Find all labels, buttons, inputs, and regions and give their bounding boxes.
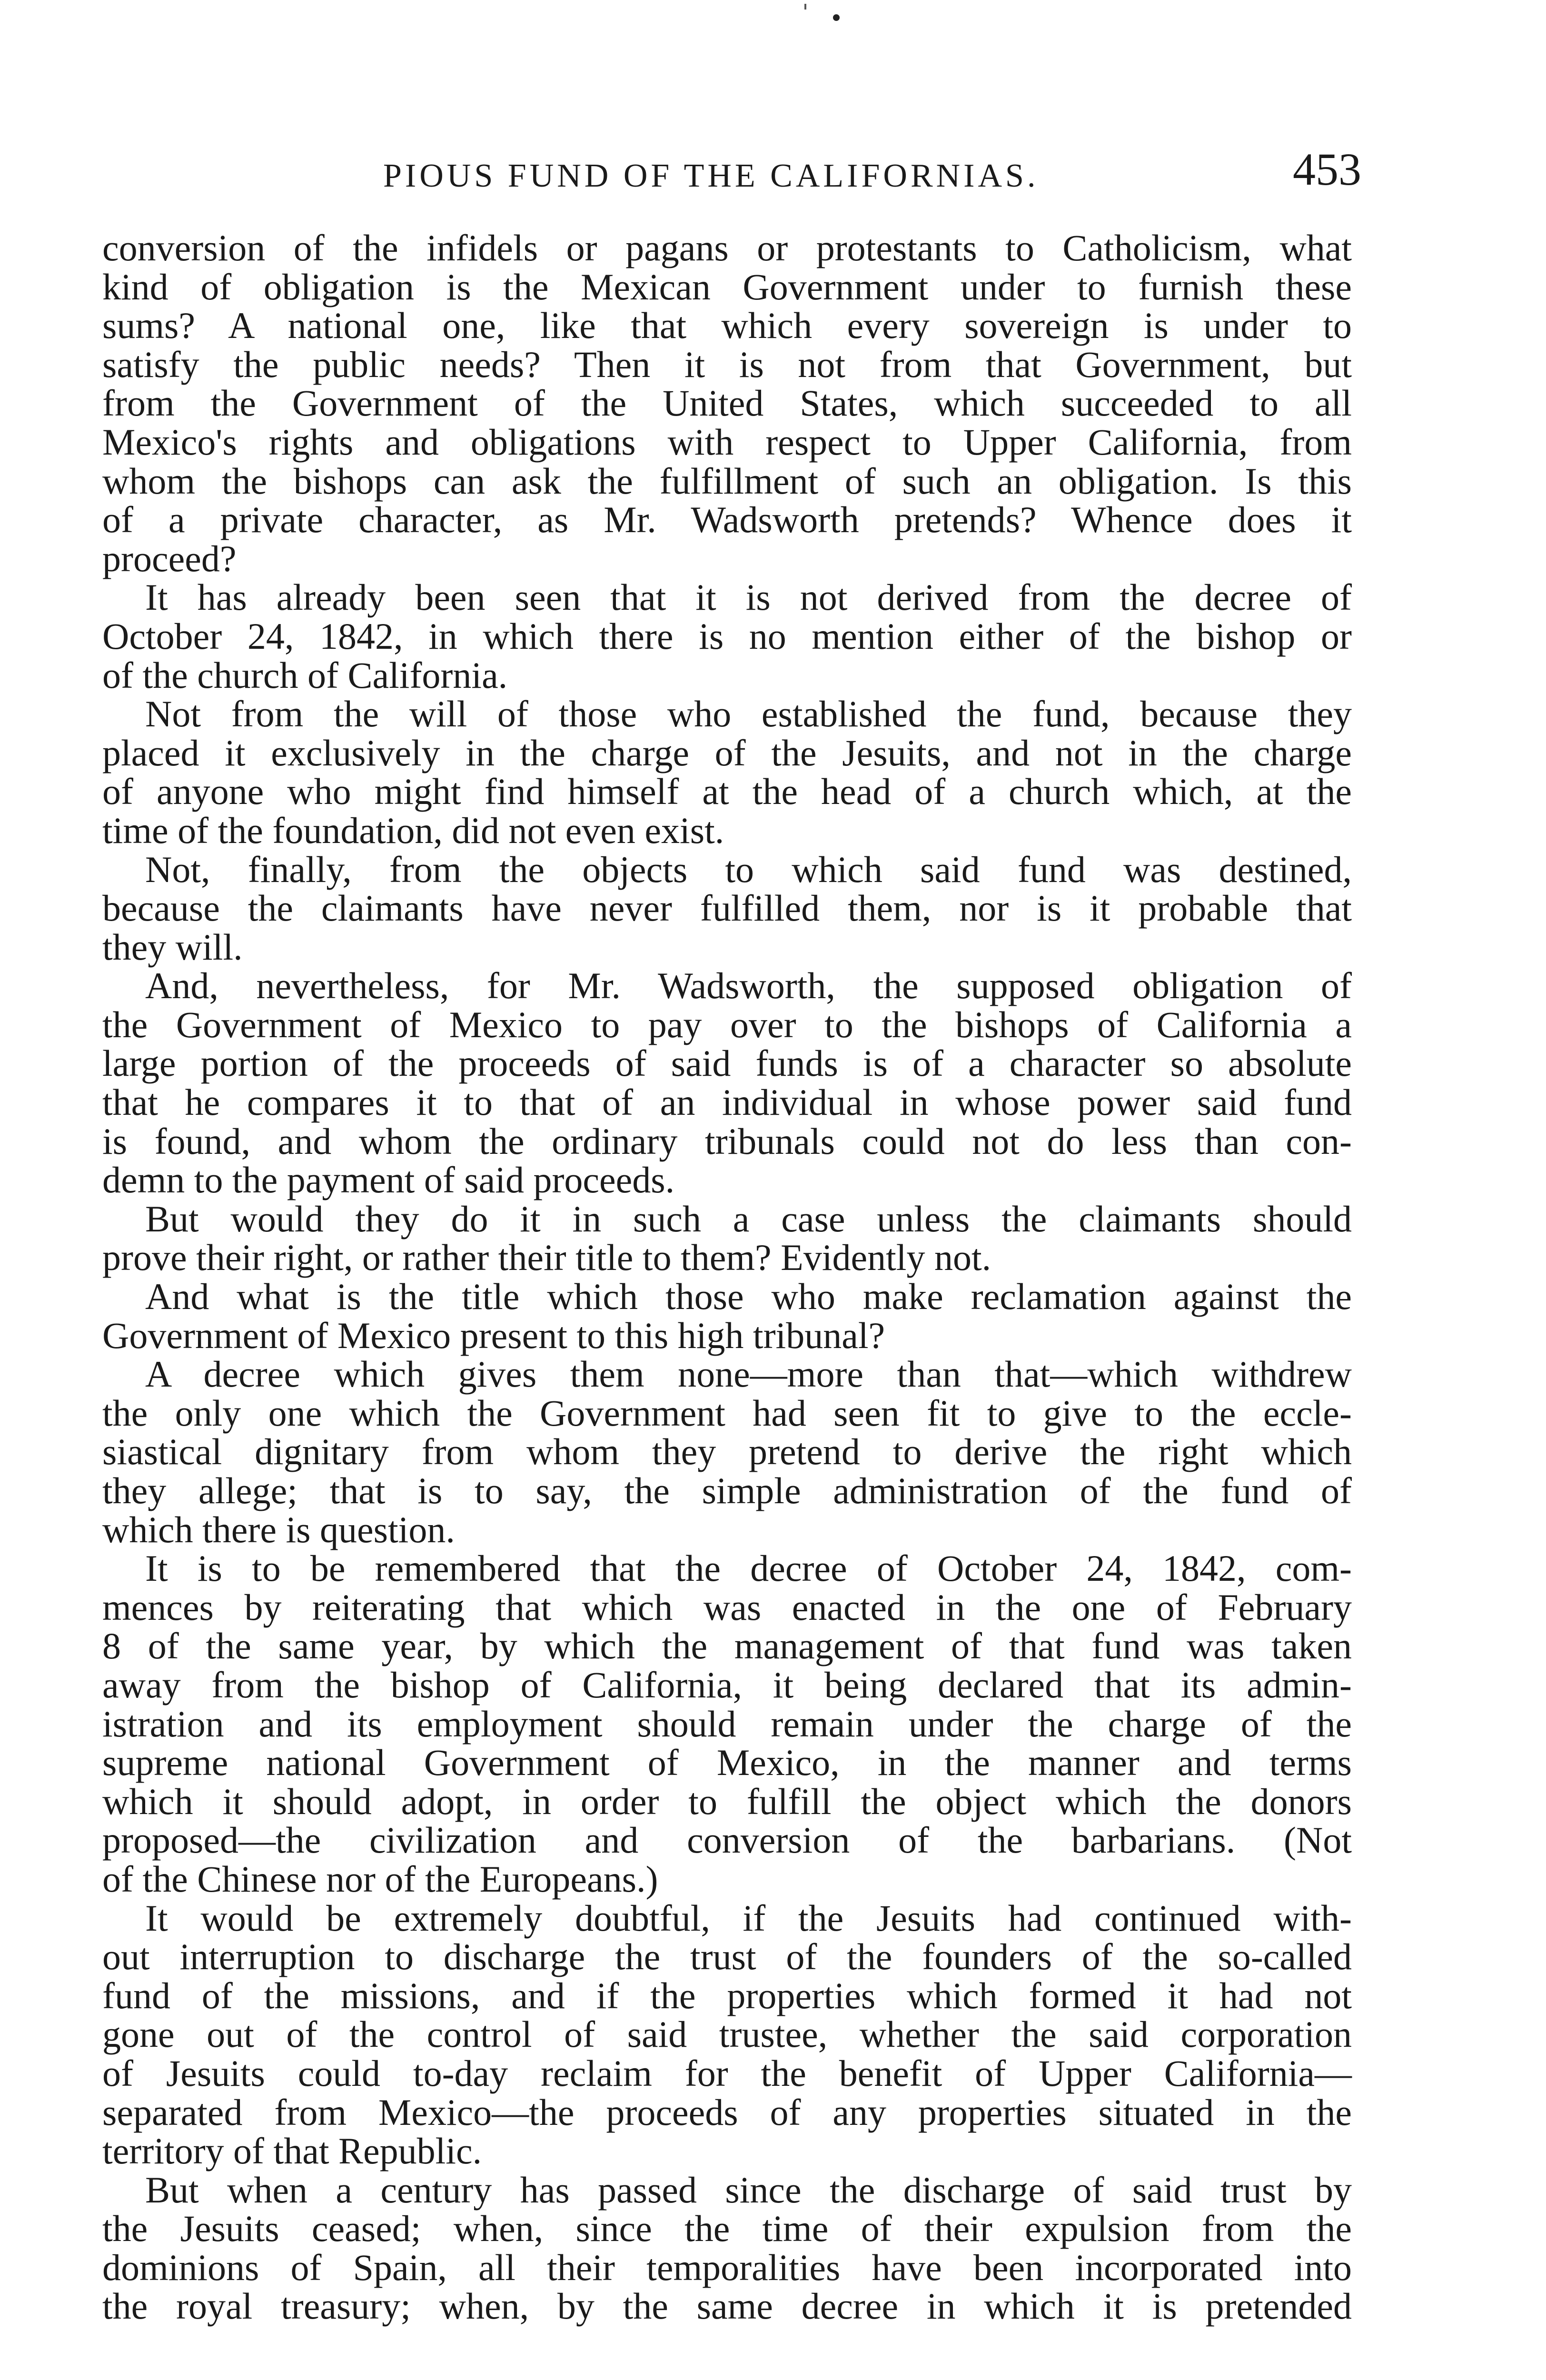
text-line: supreme national Government of Mexico, in the manner and terms [102,1742,1352,1784]
text-line: of Jesuits could to-day reclaim for the benefit of Upper California— [102,2052,1352,2094]
text-line: of the Chinese nor of the Europeans.) [102,1858,658,1900]
text-line: proposed—the civilization and conversion of the barbarians. (Not [102,1819,1352,1861]
text-line: A decree which gives them none—more than that—which withdrew [145,1353,1352,1395]
text-line: It has already been seen that it is not derived from the decree of [145,576,1352,618]
text-line: territory of that Republic. [102,2130,482,2172]
text-line: kind of obligation is the Mexican Government under to furnish these [102,266,1352,307]
text-line: the Government of Mexico to pay over to the bishops of California a [102,1003,1352,1045]
text-line: And, nevertheless, for Mr. Wadsworth, the supposed obligation of [145,965,1352,1007]
text-line: October 24, 1842, in which there is no mention either of the bishop or [102,615,1352,657]
text-line: It would be extremely doubtful, if the Jesuits had continued with- [145,1897,1352,1939]
text-line: satisfy the public needs? Then it is not from that Government, but [102,343,1352,385]
text-line: time of the foundation, did not even exist. [102,809,724,851]
text-line: Not, finally, from the objects to which said fund was destined, [145,848,1352,890]
text-line: of anyone who might find himself at the head of a church which, at the [102,771,1352,813]
text-line: proceed? [102,537,237,579]
text-line: which it should adopt, in order to fulfill the object which the donors [102,1780,1352,1822]
text-line: from the Government of the United States, which succeeded to all [102,382,1352,424]
text-line: separated from Mexico—the proceeds of any properties situated in the [102,2091,1352,2133]
text-line: whom the bishops can ask the fulfillment of such an obligation. Is this [102,460,1352,502]
text-line: that he compares it to that of an individual in whose power said fund [102,1081,1352,1123]
text-line: away from the bishop of California, it being declared that its admin- [102,1664,1352,1706]
text-line: large portion of the proceeds of said funds is of a character so absolute [102,1042,1352,1084]
text-line: It is to be remembered that the decree of October 24, 1842, com- [145,1547,1352,1589]
text-line: siastical dignitary from whom they pretend to derive the right which [102,1431,1352,1473]
text-line: they allege; that is to say, the simple administration of the fund of [102,1470,1352,1511]
text-line: Not from the will of those who established the fund, because they [145,693,1352,735]
page-number: 453 [1293,144,1361,195]
text-line: of the church of California. [102,654,508,696]
text-line: the only one which the Government had seen fit to give to the eccle- [102,1392,1352,1434]
text-line: is found, and whom the ordinary tribunals could not do less than con- [102,1120,1352,1162]
text-line: But would they do it in such a case unless the claimants should [145,1198,1352,1240]
text-line: sums? A national one, like that which every sovereign is under to [102,305,1352,347]
text-line: mences by reiterating that which was enacted in the one of February [102,1586,1352,1628]
page-header [102,143,1361,195]
text-line: they will. [102,926,243,968]
scan-mark [804,4,806,10]
running-title: PIOUS FUND OF THE CALIFORNIAS. [383,158,1039,194]
text-line: Government of Mexico present to this high tribunal? [102,1314,885,1356]
text-line: Mexico's rights and obligations with respect to Upper California, from [102,421,1352,463]
text-line: gone out of the control of said trustee, whether the said corporation [102,2013,1352,2055]
text-line: dominions of Spain, all their temporalities have been incorporated into [102,2246,1352,2288]
text-line: demn to the payment of said proceeds. [102,1159,675,1201]
text-line: And what is the title which those who make reclamation against the [145,1276,1352,1318]
text-line: the royal treasury; when, by the same decree in which it is pretended [102,2285,1352,2327]
text-line: But when a century has passed since the discharge of said trust by [145,2169,1352,2211]
text-line: placed it exclusively in the charge of the Jesuits, and not in the charge [102,732,1352,774]
text-line: of a private character, as Mr. Wadsworth pretends? Whence does it [102,499,1352,541]
scan-dot [833,14,840,21]
text-line: conversion of the infidels or pagans or protestants to Catholicism, what [102,227,1352,268]
text-line: out interruption to discharge the trust of the founders of the so-called [102,1936,1352,1978]
text-line: fund of the missions, and if the properties which formed it had not [102,1974,1352,2016]
body-text [102,228,1352,2326]
text-line: because the claimants have never fulfilled them, nor is it probable that [102,887,1352,929]
text-line: prove their right, or rather their title to them? Evidently not. [102,1237,991,1279]
text-line: istration and its employment should remain under the charge of the [102,1703,1352,1745]
text-line: the Jesuits ceased; when, since the time of their expulsion from the [102,2208,1352,2250]
text-line: which there is question. [102,1508,455,1550]
text-line: 8 of the same year, by which the management of that fund was taken [102,1625,1352,1667]
